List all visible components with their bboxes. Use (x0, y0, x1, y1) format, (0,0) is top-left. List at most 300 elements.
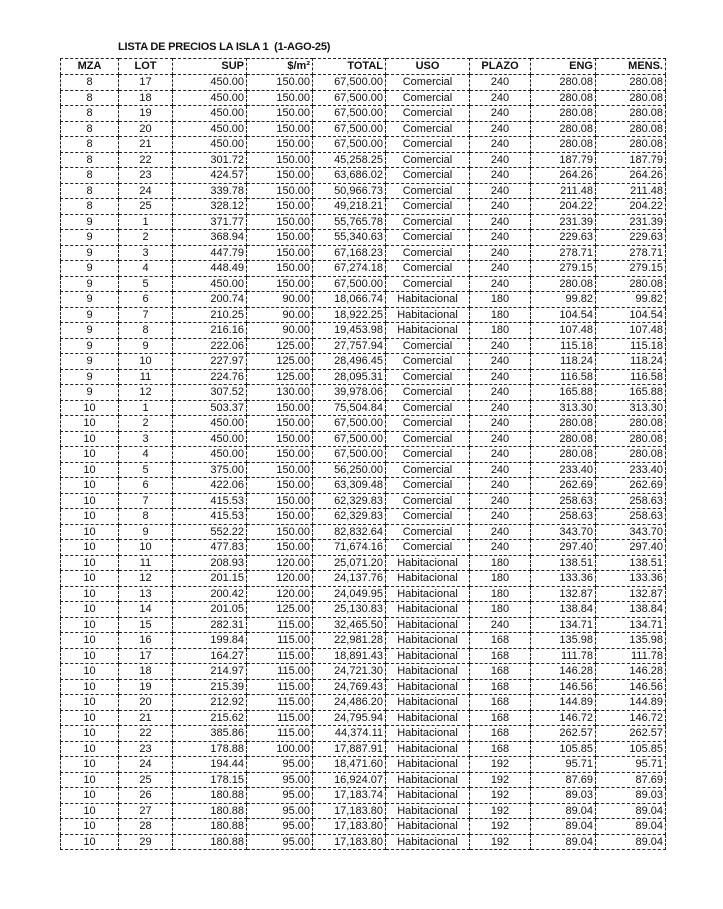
cell-mza: 8 (61, 152, 119, 168)
cell-sup: 450.00 (173, 90, 247, 106)
header-sup: SUP (173, 59, 247, 75)
cell-plazo: 180 (470, 571, 531, 587)
cell-price-per-m2: 150.00 (247, 106, 313, 122)
cell-total: 67,500.00 (313, 276, 386, 292)
cell-lot: 25 (119, 199, 173, 215)
cell-eng: 280.08 (531, 90, 596, 106)
cell-lot: 10 (119, 540, 173, 556)
table-row (61, 664, 666, 680)
cell-price-per-m2: 150.00 (247, 416, 313, 432)
cell-price-per-m2: 150.00 (247, 75, 313, 91)
cell-lot: 20 (119, 121, 173, 137)
header-mens: MENS. (596, 59, 666, 75)
cell-sup: 216.16 (173, 323, 247, 339)
cell-eng: 89.03 (531, 788, 596, 804)
table-row (61, 90, 666, 106)
cell-total: 18,066.74 (313, 292, 386, 308)
cell-sup: 282.31 (173, 617, 247, 633)
cell-eng: 146.56 (531, 679, 596, 695)
cell-lot: 17 (119, 75, 173, 91)
cell-eng: 132.87 (531, 586, 596, 602)
cell-plazo: 168 (470, 633, 531, 649)
cell-mza: 10 (61, 710, 119, 726)
cell-plazo: 240 (470, 354, 531, 370)
cell-sup: 180.88 (173, 803, 247, 819)
cell-lot: 24 (119, 183, 173, 199)
cell-total: 27,757.94 (313, 338, 386, 354)
table-row (61, 586, 666, 602)
cell-mens: 297.40 (596, 540, 666, 556)
cell-lot: 17 (119, 648, 173, 664)
cell-lot: 23 (119, 741, 173, 757)
cell-uso: Habitacional (386, 788, 470, 804)
table-row (61, 385, 666, 401)
cell-sup: 447.79 (173, 245, 247, 261)
cell-sup: 450.00 (173, 75, 247, 91)
cell-lot: 16 (119, 633, 173, 649)
cell-plazo: 192 (470, 819, 531, 835)
table-row (61, 555, 666, 571)
cell-mens: 280.08 (596, 106, 666, 122)
cell-plazo: 240 (470, 416, 531, 432)
cell-lot: 27 (119, 803, 173, 819)
table-row (61, 803, 666, 819)
cell-mens: 229.63 (596, 230, 666, 246)
cell-uso: Comercial (386, 230, 470, 246)
cell-price-per-m2: 90.00 (247, 292, 313, 308)
cell-total: 82,832.64 (313, 524, 386, 540)
cell-price-per-m2: 150.00 (247, 509, 313, 525)
cell-uso: Comercial (386, 245, 470, 261)
table-row (61, 245, 666, 261)
cell-price-per-m2: 125.00 (247, 369, 313, 385)
cell-eng: 264.26 (531, 168, 596, 184)
cell-price-per-m2: 150.00 (247, 493, 313, 509)
cell-mens: 132.87 (596, 586, 666, 602)
cell-plazo: 168 (470, 726, 531, 742)
cell-price-per-m2: 150.00 (247, 230, 313, 246)
cell-total: 18,471.60 (313, 757, 386, 773)
cell-lot: 22 (119, 726, 173, 742)
cell-plazo: 168 (470, 710, 531, 726)
cell-mza: 9 (61, 214, 119, 230)
cell-plazo: 240 (470, 276, 531, 292)
cell-total: 19,453.98 (313, 323, 386, 339)
cell-eng: 146.72 (531, 710, 596, 726)
cell-plazo: 240 (470, 369, 531, 385)
cell-uso: Habitacional (386, 803, 470, 819)
cell-plazo: 192 (470, 757, 531, 773)
cell-sup: 448.49 (173, 261, 247, 277)
cell-eng: 134.71 (531, 617, 596, 633)
cell-eng: 233.40 (531, 462, 596, 478)
cell-price-per-m2: 115.00 (247, 710, 313, 726)
cell-plazo: 192 (470, 803, 531, 819)
cell-lot: 15 (119, 617, 173, 633)
cell-lot: 18 (119, 664, 173, 680)
cell-sup: 328.12 (173, 199, 247, 215)
cell-mens: 89.04 (596, 834, 666, 850)
cell-mens: 258.63 (596, 509, 666, 525)
table-row (61, 121, 666, 137)
table-row (61, 772, 666, 788)
header-row (61, 59, 666, 75)
cell-mza: 9 (61, 354, 119, 370)
cell-lot: 8 (119, 323, 173, 339)
cell-sup: 212.92 (173, 695, 247, 711)
cell-uso: Comercial (386, 214, 470, 230)
cell-plazo: 240 (470, 478, 531, 494)
cell-lot: 2 (119, 230, 173, 246)
cell-uso: Comercial (386, 416, 470, 432)
cell-uso: Habitacional (386, 571, 470, 587)
cell-sup: 385.86 (173, 726, 247, 742)
cell-sup: 199.84 (173, 633, 247, 649)
cell-mza: 10 (61, 555, 119, 571)
cell-total: 67,500.00 (313, 431, 386, 447)
cell-lot: 26 (119, 788, 173, 804)
table-row (61, 276, 666, 292)
cell-mens: 111.78 (596, 648, 666, 664)
cell-price-per-m2: 125.00 (247, 354, 313, 370)
cell-total: 63,309.48 (313, 478, 386, 494)
cell-eng: 262.57 (531, 726, 596, 742)
cell-sup: 200.74 (173, 292, 247, 308)
cell-lot: 23 (119, 168, 173, 184)
cell-mza: 9 (61, 385, 119, 401)
cell-eng: 135.98 (531, 633, 596, 649)
cell-price-per-m2: 115.00 (247, 726, 313, 742)
cell-total: 18,891.43 (313, 648, 386, 664)
cell-eng: 87.69 (531, 772, 596, 788)
table-row (61, 741, 666, 757)
cell-price-per-m2: 90.00 (247, 323, 313, 339)
cell-mens: 280.08 (596, 90, 666, 106)
cell-eng: 280.08 (531, 137, 596, 153)
cell-sup: 214.97 (173, 664, 247, 680)
cell-mza: 8 (61, 199, 119, 215)
cell-plazo: 240 (470, 168, 531, 184)
cell-eng: 138.51 (531, 555, 596, 571)
cell-price-per-m2: 150.00 (247, 199, 313, 215)
cell-mens: 89.04 (596, 803, 666, 819)
cell-uso: Habitacional (386, 695, 470, 711)
cell-total: 24,486.20 (313, 695, 386, 711)
cell-mens: 278.71 (596, 245, 666, 261)
cell-lot: 7 (119, 307, 173, 323)
table-row (61, 137, 666, 153)
cell-lot: 10 (119, 354, 173, 370)
table-row (61, 834, 666, 850)
cell-price-per-m2: 150.00 (247, 400, 313, 416)
table-row (61, 199, 666, 215)
table-row (61, 152, 666, 168)
table-row (61, 354, 666, 370)
cell-plazo: 192 (470, 772, 531, 788)
cell-sup: 371.77 (173, 214, 247, 230)
cell-price-per-m2: 125.00 (247, 602, 313, 618)
cell-uso: Comercial (386, 462, 470, 478)
cell-total: 24,137.76 (313, 571, 386, 587)
cell-total: 67,500.00 (313, 416, 386, 432)
cell-price-per-m2: 90.00 (247, 307, 313, 323)
cell-total: 55,340.63 (313, 230, 386, 246)
cell-total: 24,049.95 (313, 586, 386, 602)
table-row (61, 75, 666, 91)
table-row (61, 400, 666, 416)
cell-eng: 89.04 (531, 819, 596, 835)
cell-eng: 262.69 (531, 478, 596, 494)
cell-lot: 9 (119, 524, 173, 540)
cell-mens: 280.08 (596, 276, 666, 292)
cell-sup: 375.00 (173, 462, 247, 478)
cell-eng: 118.24 (531, 354, 596, 370)
cell-plazo: 240 (470, 509, 531, 525)
cell-sup: 307.52 (173, 385, 247, 401)
cell-eng: 280.08 (531, 416, 596, 432)
cell-mens: 211.48 (596, 183, 666, 199)
cell-eng: 144.89 (531, 695, 596, 711)
cell-total: 17,183.80 (313, 834, 386, 850)
cell-price-per-m2: 115.00 (247, 617, 313, 633)
cell-total: 75,504.84 (313, 400, 386, 416)
cell-plazo: 168 (470, 741, 531, 757)
cell-lot: 1 (119, 214, 173, 230)
cell-sup: 222.06 (173, 338, 247, 354)
cell-uso: Habitacional (386, 710, 470, 726)
cell-uso: Comercial (386, 90, 470, 106)
cell-total: 50,966.73 (313, 183, 386, 199)
cell-mens: 118.24 (596, 354, 666, 370)
price-list-table (60, 58, 666, 850)
cell-sup: 210.25 (173, 307, 247, 323)
cell-mza: 9 (61, 261, 119, 277)
cell-uso: Habitacional (386, 664, 470, 680)
cell-mens: 280.08 (596, 431, 666, 447)
cell-mens: 165.88 (596, 385, 666, 401)
cell-uso: Habitacional (386, 633, 470, 649)
cell-eng: 313.30 (531, 400, 596, 416)
cell-mza: 10 (61, 431, 119, 447)
cell-uso: Comercial (386, 137, 470, 153)
cell-lot: 19 (119, 679, 173, 695)
cell-total: 24,795.94 (313, 710, 386, 726)
table-row (61, 307, 666, 323)
cell-plazo: 168 (470, 695, 531, 711)
cell-total: 44,374.11 (313, 726, 386, 742)
cell-lot: 11 (119, 369, 173, 385)
cell-eng: 107.48 (531, 323, 596, 339)
table-row (61, 447, 666, 463)
cell-lot: 24 (119, 757, 173, 773)
cell-total: 67,500.00 (313, 447, 386, 463)
cell-price-per-m2: 95.00 (247, 788, 313, 804)
cell-plazo: 192 (470, 834, 531, 850)
table-row (61, 524, 666, 540)
cell-price-per-m2: 150.00 (247, 540, 313, 556)
cell-plazo: 240 (470, 106, 531, 122)
table-row (61, 695, 666, 711)
cell-uso: Habitacional (386, 757, 470, 773)
cell-eng: 231.39 (531, 214, 596, 230)
cell-mza: 10 (61, 726, 119, 742)
cell-mens: 279.15 (596, 261, 666, 277)
cell-mens: 89.04 (596, 819, 666, 835)
cell-mens: 146.28 (596, 664, 666, 680)
cell-lot: 9 (119, 338, 173, 354)
cell-lot: 6 (119, 478, 173, 494)
cell-mza: 10 (61, 617, 119, 633)
cell-sup: 450.00 (173, 416, 247, 432)
cell-price-per-m2: 150.00 (247, 90, 313, 106)
cell-uso: Habitacional (386, 772, 470, 788)
table-row (61, 416, 666, 432)
cell-price-per-m2: 130.00 (247, 385, 313, 401)
cell-sup: 224.76 (173, 369, 247, 385)
cell-total: 18,922.25 (313, 307, 386, 323)
cell-eng: 280.08 (531, 121, 596, 137)
cell-uso: Habitacional (386, 307, 470, 323)
cell-mza: 9 (61, 245, 119, 261)
cell-total: 22,981.28 (313, 633, 386, 649)
cell-mza: 8 (61, 183, 119, 199)
cell-sup: 208.93 (173, 555, 247, 571)
cell-total: 28,496.45 (313, 354, 386, 370)
cell-uso: Comercial (386, 276, 470, 292)
table-row (61, 431, 666, 447)
cell-mza: 10 (61, 741, 119, 757)
cell-uso: Comercial (386, 385, 470, 401)
cell-uso: Habitacional (386, 726, 470, 742)
cell-lot: 1 (119, 400, 173, 416)
cell-total: 63,686.02 (313, 168, 386, 184)
cell-mens: 262.69 (596, 478, 666, 494)
cell-mza: 10 (61, 493, 119, 509)
cell-lot: 5 (119, 462, 173, 478)
cell-total: 45,258.25 (313, 152, 386, 168)
cell-eng: 258.63 (531, 493, 596, 509)
cell-price-per-m2: 95.00 (247, 819, 313, 835)
cell-total: 39,978.06 (313, 385, 386, 401)
cell-plazo: 240 (470, 230, 531, 246)
cell-price-per-m2: 115.00 (247, 695, 313, 711)
cell-mens: 99.82 (596, 292, 666, 308)
table-row (61, 493, 666, 509)
cell-eng: 138.84 (531, 602, 596, 618)
cell-mens: 187.79 (596, 152, 666, 168)
cell-price-per-m2: 120.00 (247, 586, 313, 602)
cell-mza: 10 (61, 571, 119, 587)
cell-mza: 8 (61, 137, 119, 153)
cell-mza: 10 (61, 586, 119, 602)
cell-sup: 477.83 (173, 540, 247, 556)
cell-price-per-m2: 150.00 (247, 478, 313, 494)
cell-uso: Habitacional (386, 834, 470, 850)
cell-plazo: 240 (470, 214, 531, 230)
cell-uso: Habitacional (386, 292, 470, 308)
cell-uso: Comercial (386, 152, 470, 168)
cell-eng: 280.08 (531, 276, 596, 292)
table-row (61, 214, 666, 230)
table-row (61, 602, 666, 618)
cell-price-per-m2: 150.00 (247, 447, 313, 463)
header-lot: LOT (119, 59, 173, 75)
cell-mza: 9 (61, 338, 119, 354)
cell-sup: 552.22 (173, 524, 247, 540)
cell-price-per-m2: 95.00 (247, 757, 313, 773)
cell-mens: 104.54 (596, 307, 666, 323)
cell-uso: Comercial (386, 168, 470, 184)
cell-plazo: 240 (470, 183, 531, 199)
cell-mens: 146.72 (596, 710, 666, 726)
cell-mza: 10 (61, 524, 119, 540)
cell-eng: 229.63 (531, 230, 596, 246)
cell-total: 17,183.80 (313, 819, 386, 835)
cell-uso: Habitacional (386, 555, 470, 571)
table-row (61, 617, 666, 633)
cell-plazo: 180 (470, 602, 531, 618)
cell-eng: 105.85 (531, 741, 596, 757)
cell-mens: 135.98 (596, 633, 666, 649)
cell-mza: 10 (61, 400, 119, 416)
cell-sup: 503.37 (173, 400, 247, 416)
cell-uso: Comercial (386, 524, 470, 540)
cell-plazo: 180 (470, 307, 531, 323)
cell-price-per-m2: 115.00 (247, 679, 313, 695)
cell-mens: 115.18 (596, 338, 666, 354)
cell-total: 24,721.30 (313, 664, 386, 680)
cell-total: 62,329.83 (313, 509, 386, 525)
cell-sup: 180.88 (173, 819, 247, 835)
cell-total: 24,769.43 (313, 679, 386, 695)
table-row (61, 261, 666, 277)
cell-sup: 178.88 (173, 741, 247, 757)
cell-mens: 264.26 (596, 168, 666, 184)
header-mza: MZA (61, 59, 119, 75)
cell-uso: Comercial (386, 431, 470, 447)
cell-mens: 133.36 (596, 571, 666, 587)
cell-uso: Comercial (386, 261, 470, 277)
cell-eng: 89.04 (531, 834, 596, 850)
cell-sup: 450.00 (173, 106, 247, 122)
cell-eng: 280.08 (531, 106, 596, 122)
cell-mza: 10 (61, 664, 119, 680)
cell-total: 71,674.16 (313, 540, 386, 556)
cell-lot: 19 (119, 106, 173, 122)
cell-eng: 99.82 (531, 292, 596, 308)
cell-sup: 200.42 (173, 586, 247, 602)
cell-mens: 116.58 (596, 369, 666, 385)
cell-lot: 7 (119, 493, 173, 509)
cell-uso: Comercial (386, 354, 470, 370)
header-total: TOTAL (313, 59, 386, 75)
table-row (61, 478, 666, 494)
table-row (61, 106, 666, 122)
cell-mens: 204.22 (596, 199, 666, 215)
cell-lot: 12 (119, 385, 173, 401)
cell-eng: 116.58 (531, 369, 596, 385)
cell-mza: 10 (61, 416, 119, 432)
table-body (61, 75, 666, 850)
cell-lot: 29 (119, 834, 173, 850)
cell-plazo: 240 (470, 617, 531, 633)
table-row (61, 509, 666, 525)
cell-uso: Habitacional (386, 586, 470, 602)
cell-sup: 194.44 (173, 757, 247, 773)
cell-total: 17,183.80 (313, 803, 386, 819)
cell-sup: 450.00 (173, 137, 247, 153)
cell-uso: Habitacional (386, 602, 470, 618)
